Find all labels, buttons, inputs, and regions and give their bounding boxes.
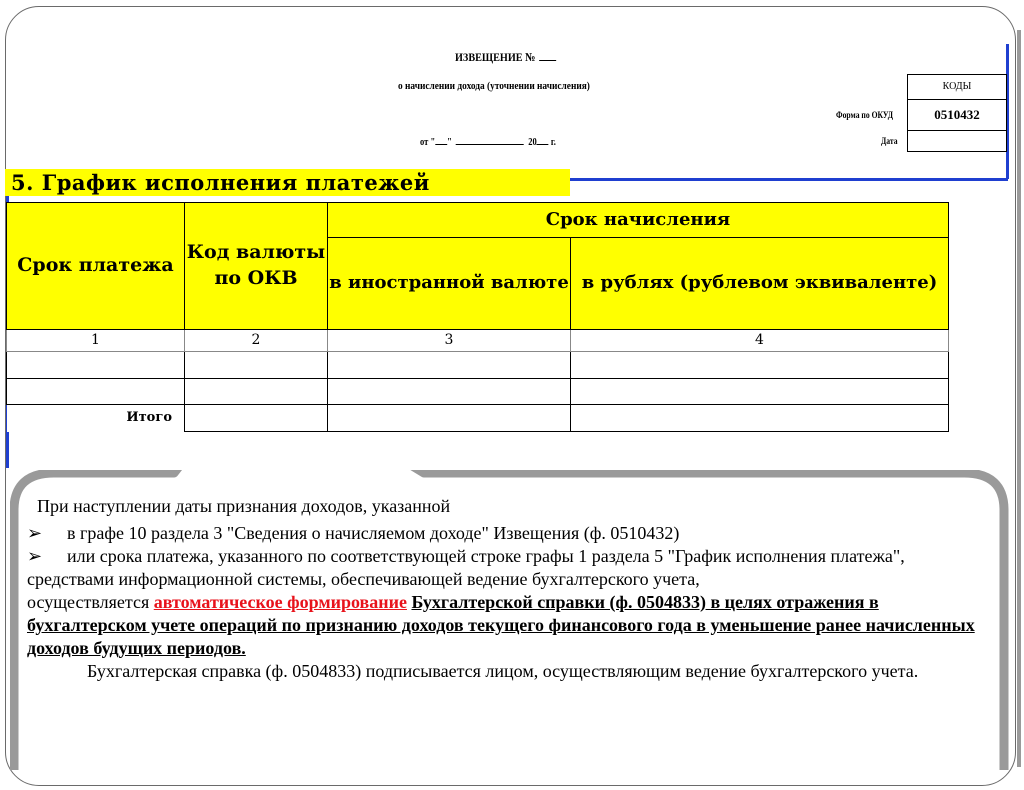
- table-cell[interactable]: [185, 352, 328, 379]
- codes-header: КОДЫ: [908, 75, 1006, 100]
- codes-box: [907, 74, 1007, 152]
- total-label: Итого: [7, 405, 185, 432]
- okud-code: 0510432: [908, 100, 1006, 131]
- col-number-1: 1: [7, 330, 185, 352]
- callout-text: [27, 495, 987, 683]
- arrow-bullet-icon: ➢: [27, 546, 43, 566]
- notice-title: ИЗВЕЩЕНИЕ №: [455, 50, 556, 65]
- table-cell[interactable]: [185, 379, 328, 405]
- table-cell[interactable]: [571, 352, 949, 379]
- col-header-currency-code: Код валюты по ОКВ: [185, 203, 328, 330]
- bullet-text: или срока платежа, указанного по соответствующей строке графы 1 раздела 5 "График исполнения платежа",: [67, 546, 905, 566]
- table-cell[interactable]: [7, 379, 185, 405]
- col-header-accrual-group: Срок начисления: [328, 203, 949, 238]
- table-cell[interactable]: [328, 379, 571, 405]
- col-number-2: 2: [185, 330, 328, 352]
- callout-intro: При наступлении даты признания доходов, указанной: [37, 496, 451, 516]
- callout-last: Бухгалтерская справка (ф. 0504833) подписывается лицом, осуществляющим ведение бухгалтерского учета.: [87, 661, 919, 681]
- total-cell[interactable]: [185, 405, 328, 432]
- table-cell[interactable]: [328, 352, 571, 379]
- callout-main: осуществляется автоматическое формирование Бухгалтерской справки (ф. 0504833) в целях отражения в бухгалтерском учете операций по признанию доходов текущего финансового года в уменьшение ранее начисленных доходов будущих периодов.: [27, 592, 975, 658]
- highlight-red: автоматическое формирование: [153, 592, 407, 612]
- section-title: 5. График исполнения платежей: [5, 169, 570, 196]
- frame-shadow: [1017, 30, 1021, 767]
- notice-date-line: от " " 20 г.: [420, 137, 556, 148]
- payment-schedule-table: [6, 202, 949, 432]
- total-cell[interactable]: [328, 405, 571, 432]
- date-value: [908, 131, 1006, 153]
- bullet-item: [27, 545, 987, 568]
- total-cell[interactable]: [571, 405, 949, 432]
- bullet-text: в графе 10 раздела 3 "Сведения о начисляемом доходе" Извещения (ф. 0510432): [67, 523, 680, 543]
- col-number-4: 4: [571, 330, 949, 352]
- col-header-rubles: в рублях (рублевом эквиваленте): [571, 238, 949, 330]
- table-cell[interactable]: [571, 379, 949, 405]
- table-cell[interactable]: [7, 352, 185, 379]
- okud-label: Форма по ОКУД: [836, 110, 894, 120]
- sheet-border-top: [570, 178, 1008, 181]
- arrow-bullet-icon: ➢: [27, 523, 43, 543]
- highlight-bold: Бухгалтерской справки (ф. 0504833) в целях отражения в бухгалтерском учете операций по признанию доходов текущего финансового года в уменьшение ранее начисленных доходов будущих периодов.: [27, 592, 975, 658]
- notice-subtitle: о начислении дохода (уточнении начисления): [398, 80, 590, 92]
- col-header-payment-date: Срок платежа: [7, 203, 185, 330]
- col-number-3: 3: [328, 330, 571, 352]
- date-label: Дата: [881, 136, 898, 146]
- callout-line: средствами информационной системы, обеспечивающей ведение бухгалтерского учета,: [27, 569, 700, 589]
- bullet-item: [27, 522, 987, 545]
- col-header-foreign-currency: в иностранной валюте: [328, 238, 571, 330]
